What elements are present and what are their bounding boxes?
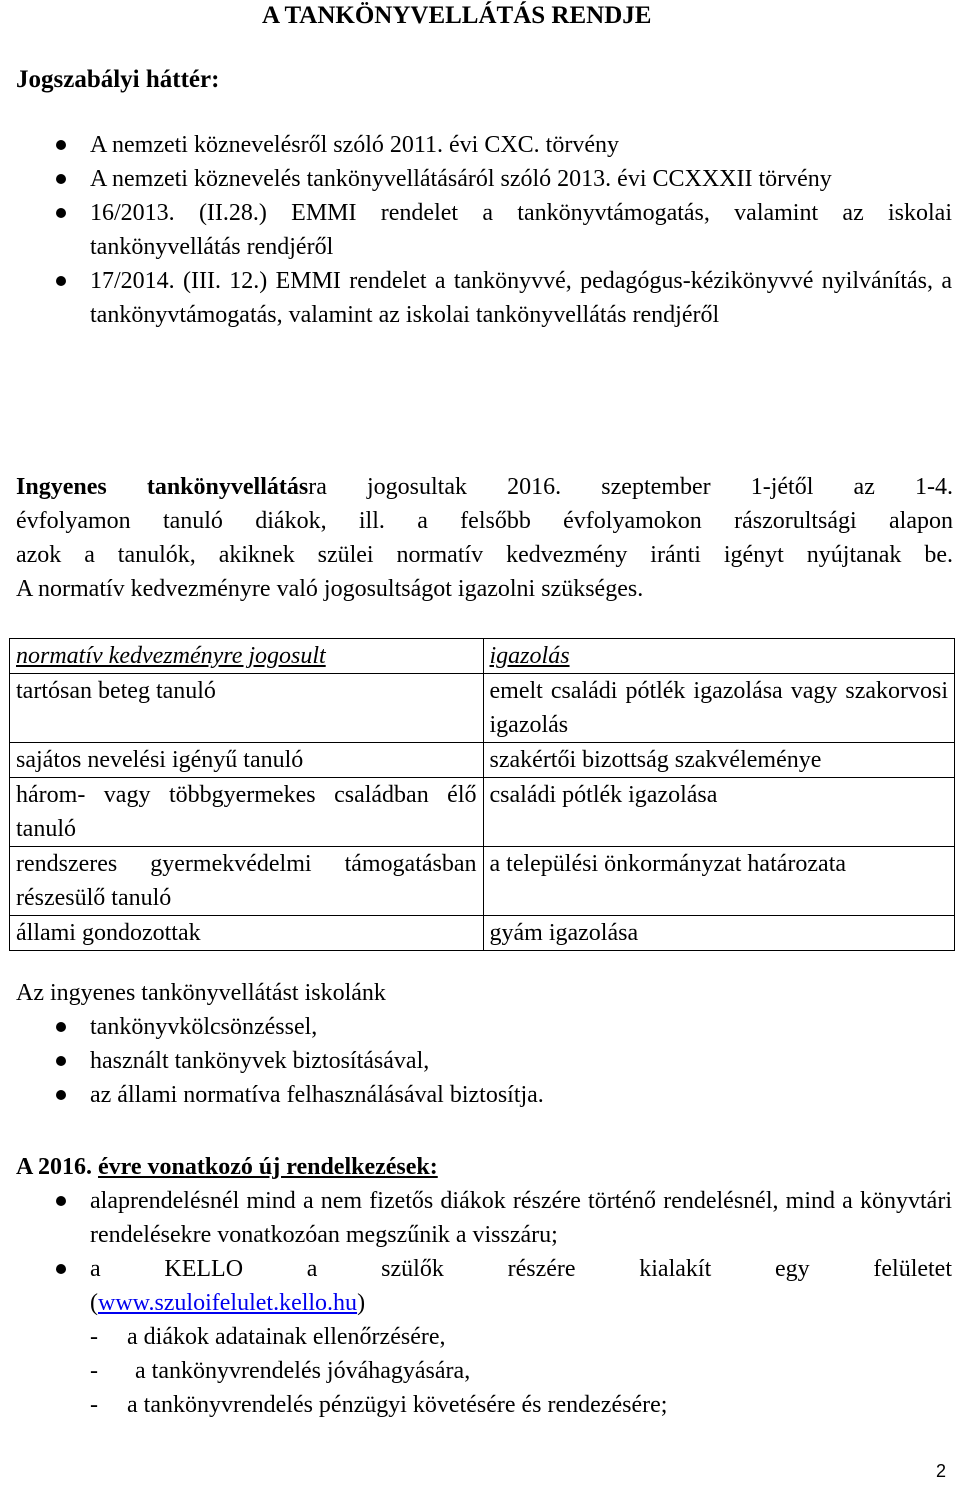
bullet-icon bbox=[56, 276, 66, 286]
table-row: három- vagy többgyermekes családban élő tanuló családi pótlék igazolása bbox=[10, 778, 955, 847]
kello-features-list bbox=[90, 1320, 667, 1422]
list-item: 16/2013. (II.28.) EMMI rendelet a tankönyvtámogatás, valamint az iskolai tankönyvellátás rendjéről bbox=[0, 196, 952, 264]
legal-background-heading: Jogszabályi háttér: bbox=[16, 66, 220, 93]
list-item: A nemzeti köznevelésről szóló 2011. évi CXC. törvény bbox=[0, 128, 952, 162]
list-item: A nemzeti köznevelés tankönyvellátásáról szóló 2013. évi CCXXXII törvény bbox=[0, 162, 952, 196]
bullet-icon bbox=[56, 174, 66, 184]
table-header-proof: igazolás bbox=[489, 643, 570, 669]
bullet-icon bbox=[56, 140, 66, 150]
bullet-icon bbox=[56, 208, 66, 218]
new-rules-heading: A 2016. évre vonatkozó új rendelkezések: bbox=[16, 1154, 438, 1180]
list-item: a KELLO a szülők részére kialakít egy felületet (www.szuloifelulet.kello.hu) bbox=[0, 1252, 952, 1320]
kello-parent-portal-link[interactable]: www.szuloifelulet.kello.hu bbox=[98, 1290, 358, 1316]
list-item: 17/2014. (III. 12.) EMMI rendelet a tankönyvvé, pedagógus-kézikönyvvé nyilvánítás, a tankönyvtámogatás, valamint az iskolai tankönyvellátás rendjéről bbox=[0, 264, 952, 332]
list-item: - a diákok adatainak ellenőrzésére, bbox=[90, 1324, 446, 1350]
list-item: tankönyvkölcsönzéssel, bbox=[0, 1010, 952, 1044]
bullet-icon bbox=[56, 1196, 66, 1206]
legal-background-list bbox=[0, 128, 952, 332]
table-row: tartósan beteg tanuló emelt családi pótlék igazolása vagy szakorvosi igazolás bbox=[10, 674, 955, 743]
list-item: - a tankönyvrendelés jóváhagyására, bbox=[90, 1358, 471, 1384]
table-header-row bbox=[10, 639, 955, 674]
list-item: használt tankönyvek biztosításával, bbox=[0, 1044, 952, 1078]
bullet-icon bbox=[56, 1056, 66, 1066]
list-item: az állami normatíva felhasználásával biztosítja. bbox=[0, 1078, 952, 1112]
page-title: A TANKÖNYVELLÁTÁS RENDJE bbox=[262, 2, 652, 29]
page-number: 2 bbox=[936, 1461, 947, 1481]
bullet-icon bbox=[56, 1090, 66, 1100]
table-row: állami gondozottak gyám igazolása bbox=[10, 916, 955, 951]
free-supply-paragraph: Ingyenes tankönyvellátásra jogosultak 2016. szeptember 1-jétől az 1-4. évfolyamon tanuló diákok, ill. a felsőbb évfolyamokon rászorultsági alapon azok a tanulók, akiknek szülei normatív kedvezmény iránti igényt nyújtanak be. A normatív kedvezményre való jogosultságot igazolni szükséges. bbox=[16, 474, 953, 602]
free-supply-bold-term: Ingyenes tankönyvellátás bbox=[16, 474, 309, 500]
table-row: sajátos nevelési igényű tanuló szakértői bizottság szakvéleménye bbox=[10, 743, 955, 778]
list-item: - a tankönyvrendelés pénzügyi követésére és rendezésére; bbox=[90, 1392, 668, 1418]
bullet-icon bbox=[56, 1022, 66, 1032]
school-supply-list bbox=[0, 1010, 952, 1112]
school-supply-intro: Az ingyenes tankönyvellátást iskolánk bbox=[16, 980, 386, 1006]
list-item: alaprendelésnél mind a nem fizetős diákok részére történő rendelésnél, mind a könyvtári rendelésekre vonatkozóan megszűnik a visszáru; bbox=[0, 1184, 952, 1252]
new-rules-list bbox=[0, 1184, 952, 1320]
table-header-entitled: normatív kedvezményre jogosult bbox=[16, 643, 326, 669]
bullet-icon bbox=[56, 1264, 66, 1274]
entitlement-table bbox=[9, 638, 955, 951]
table-row: rendszeres gyermekvédelmi támogatásban részesülő tanuló a települési önkormányzat határozata bbox=[10, 847, 955, 916]
